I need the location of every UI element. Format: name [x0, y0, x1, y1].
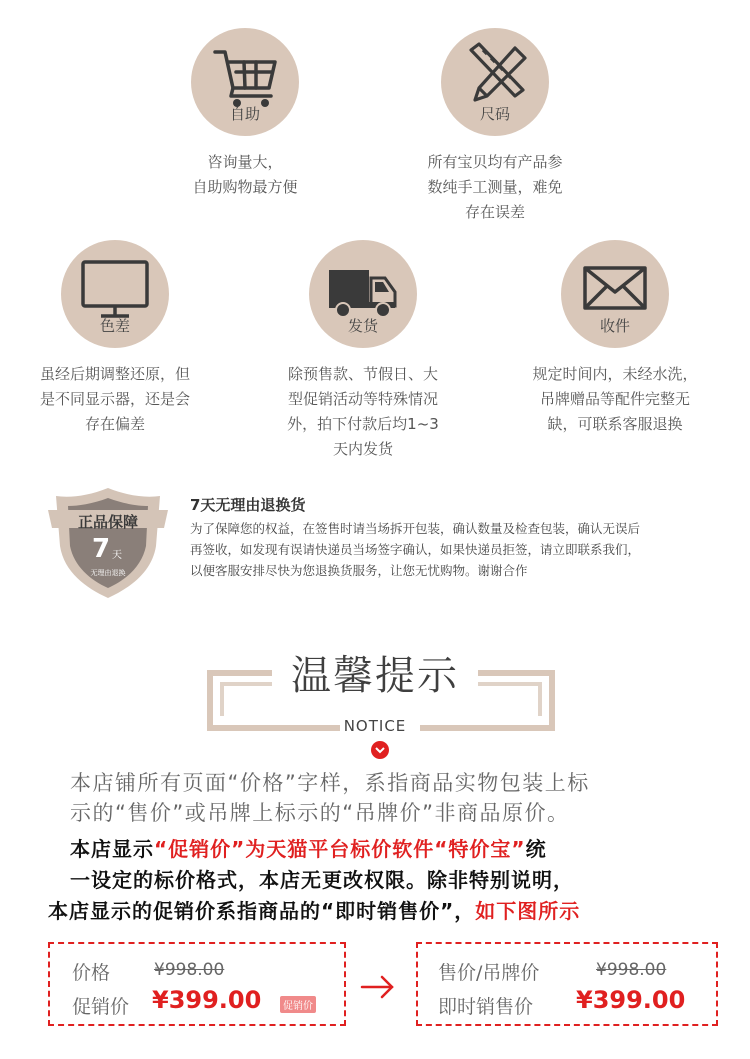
service-desc: 规定时间内，未经水洗， 吊牌赠品等配件完整无 缺，可联系客服退换	[532, 365, 698, 433]
notice-para1-line: 本店铺所有页面“价格”字样，系指商品实物包装上标	[70, 771, 590, 795]
chevron-down-icon	[371, 741, 389, 759]
service-self	[130, 28, 360, 200]
instant-price: ¥399.00	[576, 986, 686, 1014]
service-label: 尺码	[479, 105, 510, 123]
para2-text: 统	[525, 837, 547, 861]
service-color	[0, 240, 230, 437]
para2-text: 本店显示	[70, 837, 154, 861]
badge-num: 7	[92, 534, 111, 564]
service-size	[380, 28, 610, 225]
service-label: 发货	[347, 317, 378, 335]
price-box-right	[416, 942, 718, 1026]
price-label: 价格	[72, 962, 111, 984]
price-label: 售价/吊牌价	[438, 962, 540, 984]
service-circle	[191, 28, 299, 136]
promo-price: ¥399.00	[152, 986, 262, 1014]
guarantee-badge	[48, 484, 168, 602]
para2-red-text: “促销价”为天猫平台标价软件“特价宝”	[154, 837, 526, 861]
service-label: 色差	[99, 317, 130, 335]
guarantee-line: 为了保障您的权益，在签售时请当场拆开包装，确认数量及检查包装，确认无误后	[190, 521, 641, 536]
original-price: ¥998.00	[154, 960, 225, 980]
price-box-left	[48, 942, 346, 1026]
service-desc: 咨询量大， 自助购物最方便	[192, 153, 298, 196]
notice-para2-line3	[48, 896, 580, 927]
guarantee-line: 以便客服安排尽快为您退换货服务，让您无忧购物。谢谢合作	[190, 563, 528, 578]
para2-red-text: 如下图所示	[475, 899, 581, 923]
notice-para1-line: 示的“售价”或吊牌上标示的“吊牌价”非商品原价。	[70, 801, 570, 825]
notice-para2-line2: 一设定的标价格式，本店无更改权限。除非特别说明，	[70, 868, 574, 892]
service-desc: 所有宝贝均有产品参 数纯手工测量，难免 存在误差	[427, 153, 563, 221]
service-ship	[248, 240, 478, 462]
para2-text: 本店显示的促销价系指商品的“即时销售价”，	[48, 899, 476, 923]
guarantee-line: 再签收，如发现有误请快递员当场签字确认，如果快递员拒签，请立即联系我们，	[190, 542, 641, 557]
service-circle	[61, 240, 169, 348]
promo-tag: 促销价	[280, 996, 316, 1013]
service-desc: 虽经后期调整还原，但 是不同显示器，还是会 存在偏差	[39, 365, 190, 433]
notice-subtitle: NOTICE	[343, 717, 407, 735]
service-circle	[561, 240, 669, 348]
service-circle	[441, 28, 549, 136]
service-circle	[309, 240, 417, 348]
promo-price-label: 促销价	[72, 996, 130, 1018]
instant-price-label: 即时销售价	[438, 996, 534, 1018]
service-receive	[500, 240, 730, 437]
badge-top-text: 正品保障	[77, 513, 138, 531]
original-price: ¥998.00	[596, 960, 667, 980]
guarantee-title: 7天无理由退换货	[190, 496, 306, 514]
badge-bottom-text: 无理由退换	[90, 569, 126, 577]
notice-para2-line1	[70, 834, 547, 865]
service-desc: 除预售款、节假日、大 型促销活动等特殊情况 外，拍下付款后均1~3 天内发货	[287, 365, 439, 458]
service-label: 收件	[599, 317, 630, 335]
badge-day: 天	[112, 550, 122, 561]
service-label: 自助	[229, 105, 260, 123]
arrow-right-icon	[358, 972, 398, 1002]
notice-title: 温馨提示	[291, 653, 459, 699]
